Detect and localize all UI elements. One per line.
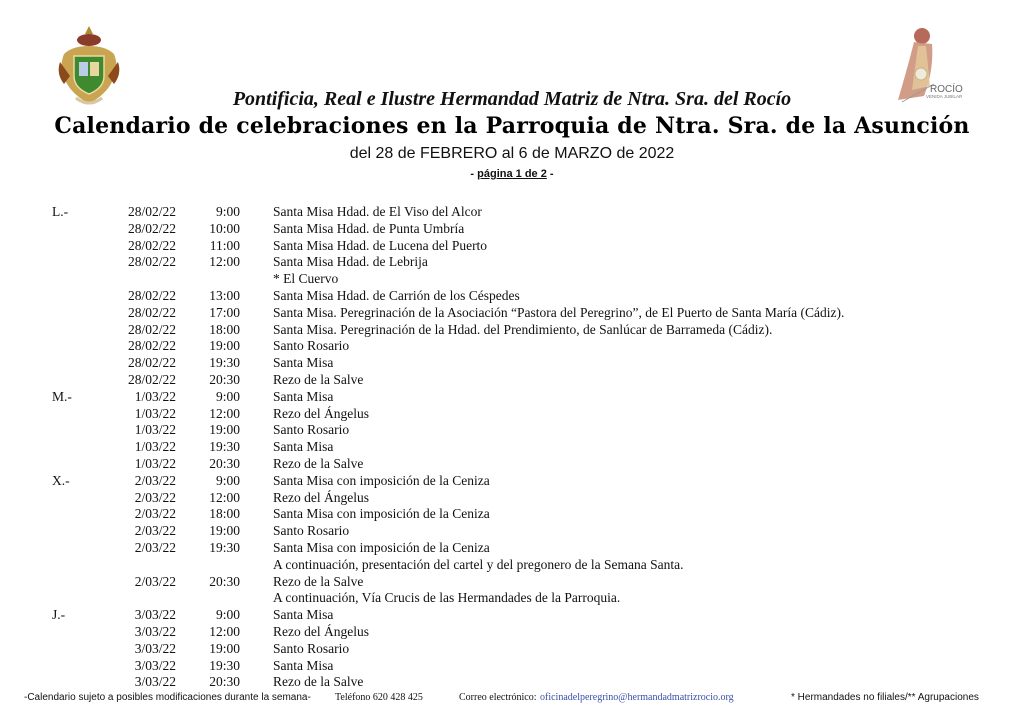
page-label: página 1 de 2 [477,168,547,180]
event-description: Rezo de la Salve [273,573,364,589]
schedule-row [0,305,1024,322]
event-description: Santo Rosario [273,523,350,539]
event-time: 20:30 [209,371,240,387]
event-time: 20:30 [209,674,240,690]
event-date: 28/02/22 [127,338,176,354]
page-suffix: - [546,168,554,180]
event-time: 19:30 [209,539,240,555]
schedule-row [0,254,1024,271]
schedule-row [0,204,1024,221]
event-time: 12:00 [209,405,240,421]
event-description: Santa Misa [273,388,334,404]
event-date: 2/03/22 [134,539,176,555]
footer-disclaimer: -Calendario sujeto a posibles modificaciones durante la semana- [24,692,311,703]
event-date: 28/02/22 [127,237,176,253]
event-description: Santa Misa con imposición de la Ceniza [273,506,490,522]
footer-email-link[interactable]: oficinadelperegrino@hermandadmatrizrocio.org [540,692,734,703]
event-time: 19:30 [209,355,240,371]
event-description: Rezo del Ángelus [273,623,369,639]
schedule-row [0,288,1024,305]
event-time: 13:00 [209,287,240,303]
event-description: Santa Misa [273,355,334,371]
schedule-row [0,674,1024,691]
event-date: 1/03/22 [134,455,176,471]
schedule-row [0,322,1024,339]
schedule-row [0,473,1024,490]
schedule-row [0,456,1024,473]
event-date: 28/02/22 [127,287,176,303]
event-time: 17:00 [209,304,240,320]
event-time: 19:30 [209,657,240,673]
schedule-row [0,389,1024,406]
event-date: 3/03/22 [134,640,176,656]
schedule-row [0,557,1024,574]
event-time: 11:00 [209,237,240,253]
event-description: Santo Rosario [273,640,350,656]
event-description: Santa Misa Hdad. de Lebrija [273,254,428,270]
weekday-label: X.- [52,472,70,488]
event-date: 1/03/22 [134,388,176,404]
schedule-row [0,422,1024,439]
event-date: 28/02/22 [127,220,176,236]
footer-phone: Teléfono 620 428 425 [335,692,423,703]
event-date: 3/03/22 [134,623,176,639]
event-time: 12:00 [209,489,240,505]
schedule-row [0,406,1024,423]
event-date: 3/03/22 [134,607,176,623]
event-description: Santa Misa. Peregrinación de la Asociación “Pastora del Peregrino”, de El Puerto de Santa María (Cádiz). [273,304,845,320]
event-description: Santa Misa Hdad. de Lucena del Puerto [273,237,488,253]
event-date: 2/03/22 [134,573,176,589]
schedule-row [0,574,1024,591]
event-description: Rezo de la Salve [273,674,364,690]
event-date: 2/03/22 [134,506,176,522]
event-date: 28/02/22 [127,254,176,270]
event-date: 28/02/22 [127,355,176,371]
event-time: 19:00 [209,523,240,539]
schedule-row [0,238,1024,255]
event-description: A continuación, presentación del cartel y del pregonero de la Semana Santa. [273,556,684,572]
date-range: del 28 de FEBRERO al 6 de MARZO de 2022 [349,145,675,162]
schedule-row [0,338,1024,355]
schedule-row [0,540,1024,557]
event-description: Santa Misa [273,607,334,623]
event-date: 1/03/22 [134,405,176,421]
event-description: Santa Misa con imposición de la Ceniza [273,472,490,488]
event-time: 12:00 [209,623,240,639]
schedule-row [0,607,1024,624]
event-date: 3/03/22 [134,674,176,690]
weekday-label: M.- [52,388,72,404]
schedule-row [0,624,1024,641]
event-description: Santa Misa. Peregrinación de la Hdad. del Prendimiento, de Sanlúcar de Barrameda (Cádiz). [273,321,773,337]
schedule-row [0,658,1024,675]
footer [0,691,1024,705]
event-time: 9:00 [215,607,240,623]
page-indicator [0,168,1024,180]
hermandad-subtitle: Pontificia, Real e Ilustre Hermandad Matriz de Ntra. Sra. del Rocío [232,88,792,110]
footer-legend: * Hermandades no filiales/** Agrupaciones [791,692,979,703]
weekday-label: L.- [52,204,69,219]
event-date: 2/03/22 [134,489,176,505]
event-description: A continuación, Vía Crucis de las Hermandades de la Parroquia. [273,590,621,606]
schedule-row [0,490,1024,507]
schedule-row [0,506,1024,523]
weekday-label: J.- [52,607,66,623]
event-description: Rezo de la Salve [273,455,364,471]
svg-text:VENIDA JUBILAR: VENIDA JUBILAR [926,94,963,99]
schedule-table [0,204,1024,691]
schedule-row [0,439,1024,456]
event-time: 19:00 [209,422,240,438]
event-description: Santa Misa con imposición de la Ceniza [273,539,490,555]
event-time: 18:00 [209,506,240,522]
event-description: Santo Rosario [273,422,350,438]
event-time: 12:00 [209,254,240,270]
event-description: Santa Misa Hdad. de Carrión de los Céspedes [273,287,520,303]
event-date: 28/02/22 [127,304,176,320]
event-date: 2/03/22 [134,472,176,488]
event-date: 28/02/22 [127,204,176,219]
schedule-row [0,641,1024,658]
event-date: 1/03/22 [134,439,176,455]
event-description: Santa Misa Hdad. de El Viso del Alcor [273,204,482,219]
rocio-emblem-text: ROCÍO [930,84,963,95]
event-time: 9:00 [215,204,240,219]
event-description: Santa Misa [273,657,334,673]
event-description: Rezo del Ángelus [273,405,369,421]
event-time: 20:30 [209,573,240,589]
event-date: 28/02/22 [127,321,176,337]
page-prefix: - [470,168,478,180]
event-description: Rezo del Ángelus [273,489,369,505]
event-time: 9:00 [215,388,240,404]
event-date: 28/02/22 [127,371,176,387]
schedule-row [0,372,1024,389]
event-time: 19:30 [209,439,240,455]
event-description: Santa Misa [273,439,334,455]
event-description: Santa Misa Hdad. de Punta Umbría [273,220,465,236]
event-time: 18:00 [209,321,240,337]
event-description: Rezo de la Salve [273,371,364,387]
footer-email-label: Correo electrónico: [459,692,537,703]
event-date: 2/03/22 [134,523,176,539]
event-time: 10:00 [209,220,240,236]
event-time: 19:00 [209,338,240,354]
schedule-row [0,271,1024,288]
event-date: 1/03/22 [134,422,176,438]
schedule-row [0,523,1024,540]
event-description: * El Cuervo [273,271,339,287]
event-description: Santo Rosario [273,338,350,354]
event-time: 19:00 [209,640,240,656]
schedule-row [0,221,1024,238]
schedule-row [0,590,1024,607]
document-title: Calendario de celebraciones en la Parroquia de Ntra. Sra. de la Asunción [54,113,970,139]
schedule-row [0,355,1024,372]
event-time: 9:00 [215,472,240,488]
event-time: 20:30 [209,455,240,471]
event-date: 3/03/22 [134,657,176,673]
